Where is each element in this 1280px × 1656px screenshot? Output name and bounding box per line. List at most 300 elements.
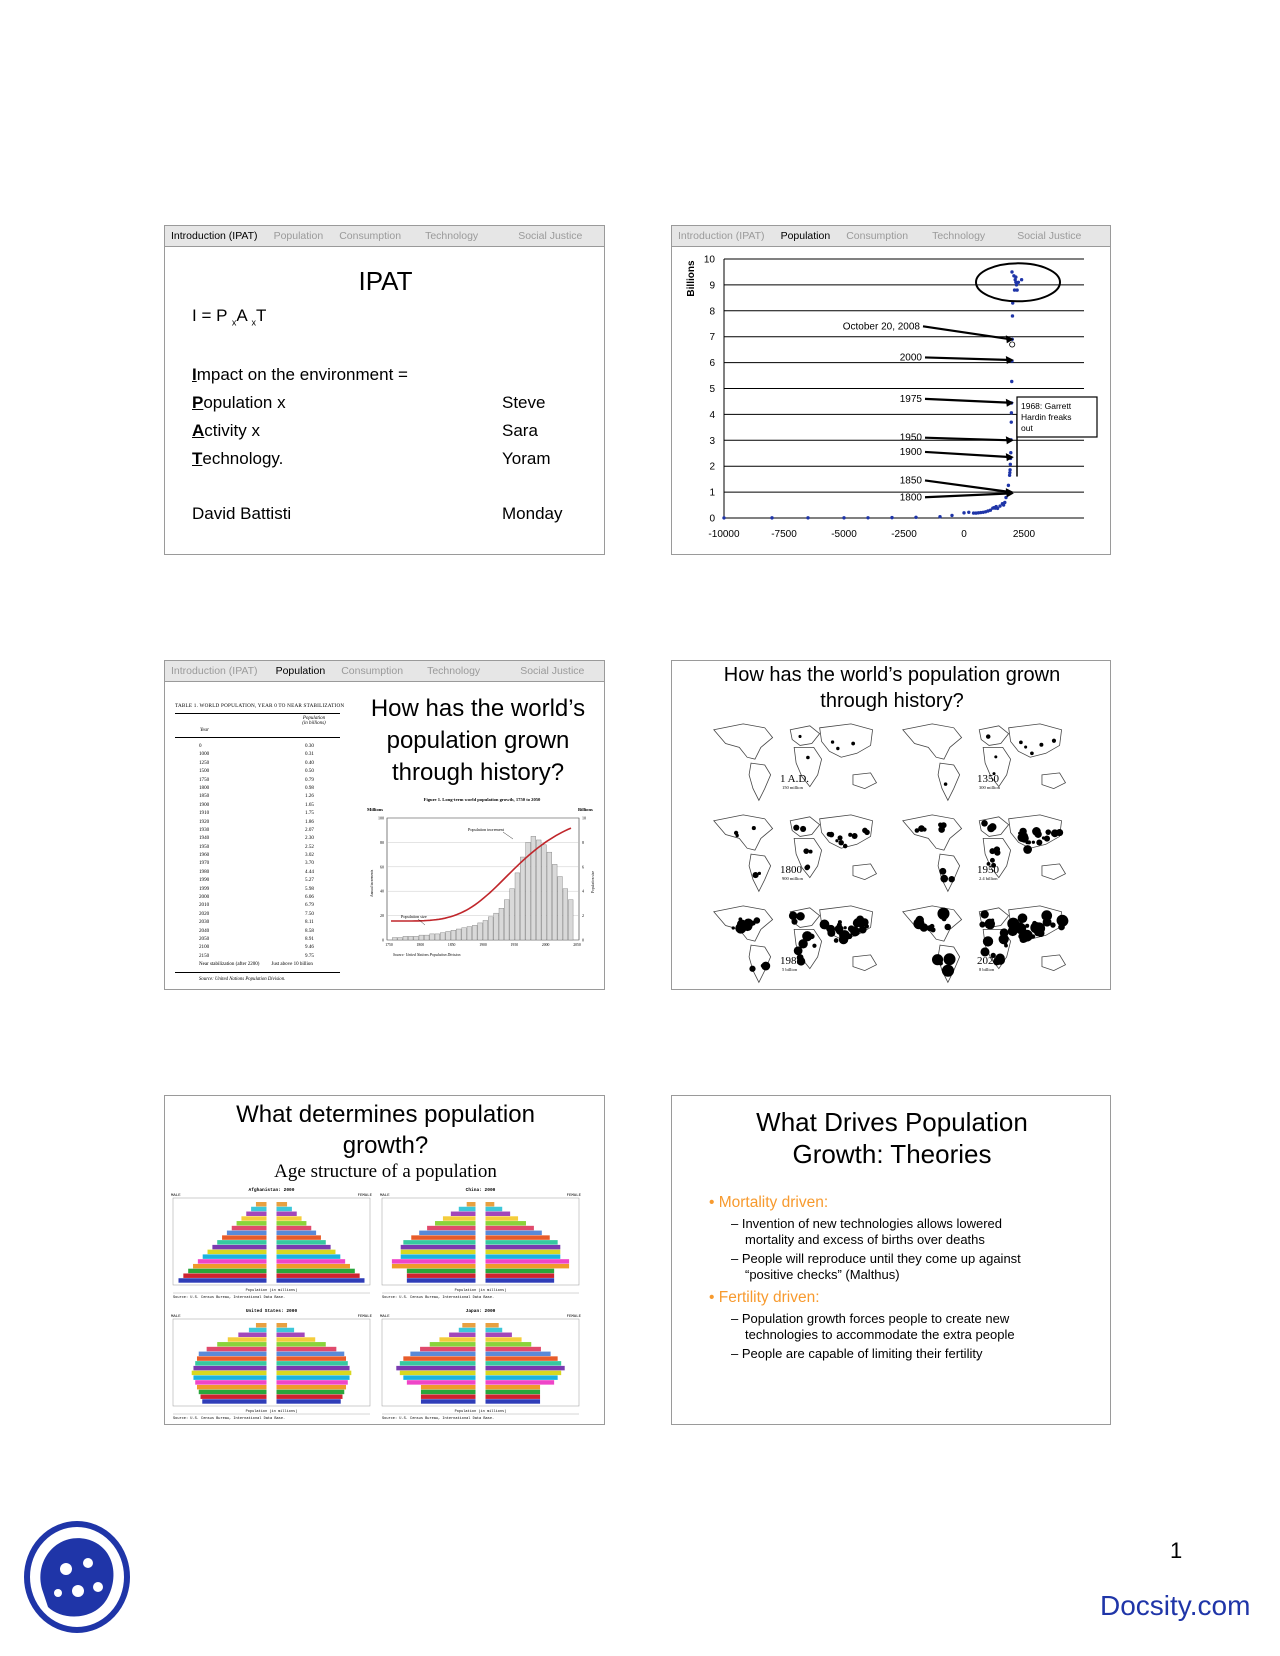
population-map: [903, 724, 1066, 800]
male-age-bar: [419, 1231, 475, 1235]
density-blob: [752, 872, 758, 878]
presenter-name: Steve: [502, 393, 546, 412]
y-tick-label: 2: [709, 461, 715, 473]
map-year-label: 1800: [780, 864, 802, 876]
increment-bar: [488, 917, 493, 940]
annotation-arrow: [925, 452, 1011, 457]
female-age-bar: [277, 1250, 336, 1254]
male-age-bar: [208, 1250, 267, 1254]
increment-bar: [435, 934, 440, 940]
y-tick-label: 6: [709, 358, 715, 370]
callout-text: 1968: Garrett: [1021, 401, 1072, 411]
female-age-bar: [486, 1235, 550, 1239]
left-tick-label: 100: [378, 815, 384, 821]
male-age-bar: [195, 1380, 266, 1384]
ipat-equation: I = P $_x$A $_x$T: [192, 306, 267, 328]
increment-bar: [451, 930, 456, 940]
male-age-bar: [401, 1245, 476, 1249]
data-point: [1012, 274, 1015, 277]
female-age-bar: [486, 1347, 541, 1351]
density-blob: [979, 922, 985, 928]
male-age-bar: [246, 1212, 266, 1216]
right-tick-label: 2: [582, 913, 584, 919]
pyramid-axis-label: Population (in millions): [245, 1289, 298, 1293]
male-age-bar: [199, 1390, 267, 1394]
nav-item-technology: Technology: [427, 665, 481, 677]
map-landmass: [903, 906, 962, 941]
data-point: [1009, 463, 1012, 466]
female-age-bar: [486, 1231, 542, 1235]
right-tick-label: 8: [582, 839, 584, 845]
nav-item-introduction: Introduction (IPAT): [171, 230, 258, 242]
data-point: [1014, 281, 1017, 284]
table-row: 1960 3.02: [199, 852, 314, 859]
density-blob: [994, 755, 997, 758]
female-age-bar: [486, 1207, 503, 1211]
ipat-line: Technology. Yoram: [192, 445, 587, 473]
female-age-bar: [486, 1337, 522, 1341]
map-landmass: [938, 763, 960, 800]
female-age-bar: [486, 1264, 570, 1268]
female-age-bar: [277, 1216, 302, 1220]
female-age-bar: [486, 1361, 562, 1365]
table-row: 1910 1.75: [199, 810, 314, 817]
density-blob: [838, 840, 843, 845]
data-point: [842, 516, 845, 519]
y-tick-label: 9: [709, 280, 715, 292]
male-age-bar: [195, 1361, 266, 1365]
density-blob: [843, 844, 848, 849]
data-point: [1003, 501, 1006, 504]
x-tick-label: 1750: [385, 943, 393, 947]
male-age-bar: [401, 1254, 476, 1258]
annotation-arrow: [925, 357, 1011, 360]
map-year-label: 2020: [977, 955, 999, 967]
arrow-head: [1006, 399, 1014, 407]
ipat-line: Impact on the environment =: [192, 365, 408, 384]
density-blob: [1004, 944, 1008, 948]
pyramid-source: Source: U.S. Census Bureau, International Data Base.: [173, 1296, 286, 1300]
annotation-label: October 20, 2008: [842, 321, 920, 333]
density-blob: [803, 848, 809, 854]
docsity-link[interactable]: Docsity.com: [1100, 1590, 1251, 1621]
male-age-bar: [407, 1380, 476, 1384]
increment-label: Population increment: [468, 827, 504, 832]
female-age-bar: [486, 1323, 499, 1327]
density-blob: [820, 920, 830, 930]
table-row: 1990 5.27: [199, 877, 314, 884]
nav-item-consumption: Consumption: [846, 230, 909, 242]
slide-subheading: Age structure of a population: [274, 1161, 497, 1182]
annotation-label: 1800: [899, 492, 922, 504]
figure-right-label: Billions: [578, 807, 593, 812]
female-age-bar: [277, 1342, 326, 1346]
nav-item-consumption: Consumption: [341, 665, 404, 677]
increment-bar: [419, 935, 424, 940]
male-age-bar: [249, 1328, 267, 1332]
density-blob: [1052, 739, 1056, 743]
increment-bar: [568, 900, 573, 940]
increment-bar: [547, 852, 552, 940]
table-row: 2000 6.06: [199, 894, 314, 901]
increment-bar: [536, 840, 541, 940]
density-blob: [932, 954, 943, 965]
x-tick-label: 1900: [479, 943, 487, 947]
female-age-bar: [277, 1231, 317, 1235]
female-label: FEMALE: [566, 1315, 581, 1319]
density-blob: [1000, 928, 1009, 937]
theories-list: [709, 1194, 1104, 1368]
male-age-bar: [459, 1207, 476, 1211]
arrow-head: [1006, 436, 1014, 444]
left-tick-label: 60: [380, 864, 384, 870]
slide-age-structure: [164, 1095, 605, 1425]
density-blob: [1030, 751, 1034, 755]
female-age-bar: [277, 1254, 341, 1258]
female-age-bar: [277, 1333, 305, 1337]
density-blob: [836, 747, 839, 750]
female-age-bar: [277, 1212, 297, 1216]
density-blob: [851, 742, 855, 746]
density-blob: [1023, 845, 1032, 854]
increment-bar: [403, 936, 408, 940]
theory-point: – Population growth forces people to create new technologies to accommodate the extra people: [731, 1311, 1015, 1342]
table-row: 2050 8.91: [199, 935, 314, 942]
slide-world-maps: [671, 660, 1111, 990]
data-point: [1009, 451, 1012, 454]
increment-bar: [494, 913, 499, 940]
ipat-line: Activity x Sara: [192, 417, 587, 445]
increment-bar: [424, 935, 429, 940]
nav-item-population: Population: [275, 665, 326, 677]
male-age-bar: [179, 1278, 267, 1282]
pyramid-axis-label: Population (in millions): [454, 1410, 507, 1414]
male-age-bar: [421, 1385, 476, 1389]
table-row: 1950 2.52: [199, 843, 314, 850]
y-tick-label: 7: [709, 332, 715, 344]
population-scatter-chart: [672, 247, 1111, 555]
theory-heading: • Mortality driven:: [709, 1194, 829, 1211]
female-age-bar: [486, 1356, 558, 1360]
table-row: 1250 0.40: [199, 759, 314, 766]
male-age-bar: [212, 1245, 266, 1249]
density-blob: [1024, 746, 1027, 749]
data-point: [1010, 380, 1013, 383]
density-blob: [749, 966, 755, 972]
increment-bar: [520, 857, 525, 940]
density-blob: [1041, 910, 1052, 921]
female-age-bar: [277, 1269, 355, 1273]
long-term-growth-figure: [363, 793, 601, 973]
male-age-bar: [202, 1399, 266, 1403]
y-axis-label: Billions: [686, 260, 697, 297]
male-age-bar: [430, 1342, 476, 1346]
female-age-bar: [277, 1273, 360, 1277]
female-age-bar: [486, 1202, 495, 1206]
increment-bar: [408, 936, 413, 940]
male-age-bar: [198, 1259, 267, 1263]
right-tick-label: 4: [582, 888, 584, 894]
density-blob: [793, 825, 799, 831]
nav-item-technology: Technology: [932, 230, 986, 242]
slide-theories: [671, 1095, 1111, 1425]
table-row: 1999 5.98: [199, 885, 314, 892]
data-point: [1020, 278, 1023, 281]
female-age-bar: [277, 1399, 341, 1403]
data-point: [722, 516, 725, 519]
callout-text: out: [1021, 423, 1033, 433]
annotation-label: 1850: [899, 475, 922, 487]
male-age-bar: [193, 1366, 266, 1370]
female-age-bar: [277, 1347, 337, 1351]
female-age-bar: [486, 1333, 512, 1337]
female-age-bar: [277, 1356, 347, 1360]
density-blob: [990, 858, 995, 863]
right-axis-title: Population size: [591, 870, 595, 893]
density-blob: [915, 828, 920, 833]
data-point: [967, 511, 970, 514]
increment-bar: [446, 931, 451, 940]
map-landmass: [853, 955, 877, 971]
table-header-year: Year: [200, 728, 209, 733]
nav-item-population: Population: [780, 230, 831, 242]
current-point-marker: [1010, 342, 1015, 347]
male-age-bar: [420, 1347, 475, 1351]
density-blob: [987, 825, 995, 833]
increment-bar: [563, 889, 568, 940]
annotation-label: 1975: [899, 393, 922, 405]
y-tick-label: 4: [709, 409, 715, 421]
slide-heading: How has the world’s population grown through history?: [723, 664, 1061, 712]
density-blob: [944, 953, 956, 965]
female-age-bar: [277, 1235, 321, 1239]
female-age-bar: [486, 1390, 541, 1394]
female-age-bar: [486, 1250, 561, 1254]
density-blob: [794, 946, 803, 955]
male-age-bar: [410, 1352, 475, 1356]
slide-nav-bar: [672, 226, 1110, 247]
male-age-bar: [459, 1328, 476, 1332]
figure-source: Source: United Nations Population Division.: [393, 953, 462, 957]
y-tick-label: 8: [709, 306, 715, 318]
male-age-bar: [207, 1347, 267, 1351]
annotation-label: 2000: [899, 352, 922, 364]
density-blob: [831, 740, 834, 743]
table-stabilization-row: Near stabilization (after 2200) Just above 10 billion: [199, 962, 313, 967]
male-age-bar: [197, 1385, 267, 1389]
density-blob: [838, 920, 842, 924]
population-table: [175, 742, 340, 960]
nav-item-social-justice: Social Justice: [1017, 230, 1082, 242]
male-label: MALE: [171, 1315, 181, 1319]
y-tick-label: 10: [703, 254, 715, 266]
male-age-bar: [217, 1342, 266, 1346]
male-age-bar: [400, 1361, 476, 1365]
density-blob: [804, 865, 809, 870]
female-age-bar: [277, 1375, 350, 1379]
x-tick-label: -10000: [708, 529, 740, 540]
male-age-bar: [451, 1212, 476, 1216]
increment-bar: [456, 929, 461, 940]
increment-bar: [430, 934, 435, 940]
female-age-bar: [277, 1323, 288, 1327]
x-tick-label: 1950: [510, 943, 519, 947]
table-row: 2020 7.50: [199, 910, 314, 917]
pyramid-axis-label: Population (in millions): [454, 1289, 507, 1293]
map-landmass: [749, 763, 771, 800]
data-point: [1010, 270, 1013, 273]
density-blob: [1007, 918, 1019, 930]
presenter-name: Sara: [502, 421, 538, 440]
map-landmass: [979, 726, 1008, 746]
left-axis-title: Annual increments: [370, 869, 374, 897]
population-map: [714, 815, 877, 891]
data-point: [950, 514, 953, 517]
density-blob: [835, 839, 838, 842]
age-pyramids-grid: [169, 1186, 603, 1424]
table-row: 1930 2.07: [199, 826, 314, 833]
increment-bar: [499, 908, 504, 940]
data-point: [1008, 468, 1011, 471]
female-age-bar: [486, 1226, 534, 1230]
female-age-bar: [277, 1202, 288, 1206]
density-blob: [834, 938, 839, 943]
male-age-bar: [256, 1202, 267, 1206]
map-population-label: 150 million: [782, 785, 803, 790]
female-age-bar: [486, 1216, 519, 1220]
presenter-name: Yoram: [502, 449, 551, 468]
male-age-bar: [467, 1202, 476, 1206]
male-age-bar: [396, 1366, 475, 1370]
male-age-bar: [217, 1240, 266, 1244]
table-row: 1800 0.98: [199, 784, 314, 791]
increment-bar: [510, 889, 515, 940]
male-age-bar: [462, 1323, 475, 1327]
density-blob: [1036, 839, 1042, 845]
map-landmass: [903, 815, 962, 850]
x-tick-label: -5000: [831, 529, 857, 540]
map-landmass: [853, 773, 877, 789]
density-blob: [939, 868, 946, 875]
density-blob: [862, 828, 868, 834]
male-label: MALE: [380, 1315, 390, 1319]
female-age-bar: [277, 1278, 365, 1282]
female-age-bar: [277, 1226, 312, 1230]
male-age-bar: [407, 1278, 476, 1282]
increment-bar: [504, 900, 509, 940]
pyramid-source: Source: U.S. Census Bureau, International Data Base.: [382, 1296, 495, 1300]
density-blob: [980, 910, 988, 918]
table-row: 1900 1.65: [199, 801, 314, 808]
map-year-label: 1985: [780, 955, 802, 967]
age-pyramid: [171, 1187, 373, 1300]
male-age-bar: [407, 1269, 476, 1273]
male-age-bar: [188, 1269, 266, 1273]
density-blob: [761, 964, 764, 967]
male-label: MALE: [380, 1194, 390, 1198]
density-blob: [1032, 841, 1035, 844]
pyramid-title: China: 2000: [465, 1188, 496, 1193]
data-point: [806, 516, 809, 519]
age-pyramid: [380, 1187, 582, 1300]
left-tick-label: 20: [380, 913, 384, 919]
annotation-arrow: [923, 326, 1011, 339]
map-year-label: 1950: [977, 864, 999, 876]
x-tick-label: -7500: [771, 529, 797, 540]
map-population-label: 8 billion: [979, 967, 995, 972]
female-age-bar: [486, 1259, 570, 1263]
density-blob: [944, 782, 948, 786]
x-tick-label: 2050: [573, 943, 581, 947]
male-age-bar: [227, 1231, 267, 1235]
male-age-bar: [241, 1216, 266, 1220]
increment-bar: [515, 873, 520, 940]
density-blob: [989, 848, 995, 854]
slide-population-table: [164, 660, 605, 990]
female-age-bar: [486, 1269, 555, 1273]
data-point: [1011, 314, 1014, 317]
table-row: 0 0.30: [199, 743, 314, 749]
female-age-bar: [486, 1380, 555, 1384]
increment-bar: [542, 845, 547, 940]
increment-bar: [440, 933, 445, 940]
male-age-bar: [400, 1371, 476, 1375]
female-age-bar: [277, 1366, 350, 1370]
page-number: 1: [1170, 1538, 1183, 1563]
data-point: [770, 516, 773, 519]
male-age-bar: [183, 1273, 266, 1277]
female-age-bar: [486, 1385, 541, 1389]
male-age-bar: [403, 1375, 475, 1379]
female-label: FEMALE: [357, 1194, 372, 1198]
female-age-bar: [486, 1366, 565, 1370]
female-age-bar: [486, 1240, 558, 1244]
male-age-bar: [201, 1394, 267, 1398]
male-age-bar: [222, 1235, 266, 1239]
annotation-arrow: [925, 399, 1011, 403]
map-landmass: [790, 726, 819, 746]
author-name: David Battisti: [192, 504, 292, 523]
population-map: [903, 815, 1066, 891]
map-population-label: 5 billion: [782, 967, 798, 972]
figure-title: Figure 1. Long-term world population growth, 1750 to 2050: [423, 797, 541, 802]
density-blob: [1039, 743, 1043, 747]
male-age-bar: [427, 1226, 475, 1230]
male-age-bar: [197, 1356, 267, 1360]
table-row: 1500 0.50: [199, 768, 314, 775]
slide-ipat: [164, 225, 605, 555]
female-age-bar: [486, 1399, 541, 1403]
nav-item-introduction: Introduction (IPAT): [678, 230, 765, 242]
male-age-bar: [392, 1259, 476, 1263]
table-row: 2040 8.58: [199, 927, 314, 934]
table-header-population: Population (in billions): [302, 716, 326, 726]
density-blob: [848, 833, 852, 837]
increment-bar: [398, 938, 403, 940]
male-age-bar: [232, 1226, 267, 1230]
female-age-bar: [486, 1371, 562, 1375]
female-age-bar: [277, 1337, 316, 1341]
population-map: [714, 724, 877, 800]
x-tick-label: 2000: [541, 943, 550, 947]
female-age-bar: [277, 1221, 307, 1225]
density-blob: [792, 919, 798, 925]
annotation-label: 1950: [899, 432, 922, 444]
table-row: 2030 8.11: [199, 919, 314, 926]
increment-bar: [392, 938, 397, 940]
ipat-definition: [192, 361, 587, 473]
y-tick-label: 1: [709, 487, 715, 499]
